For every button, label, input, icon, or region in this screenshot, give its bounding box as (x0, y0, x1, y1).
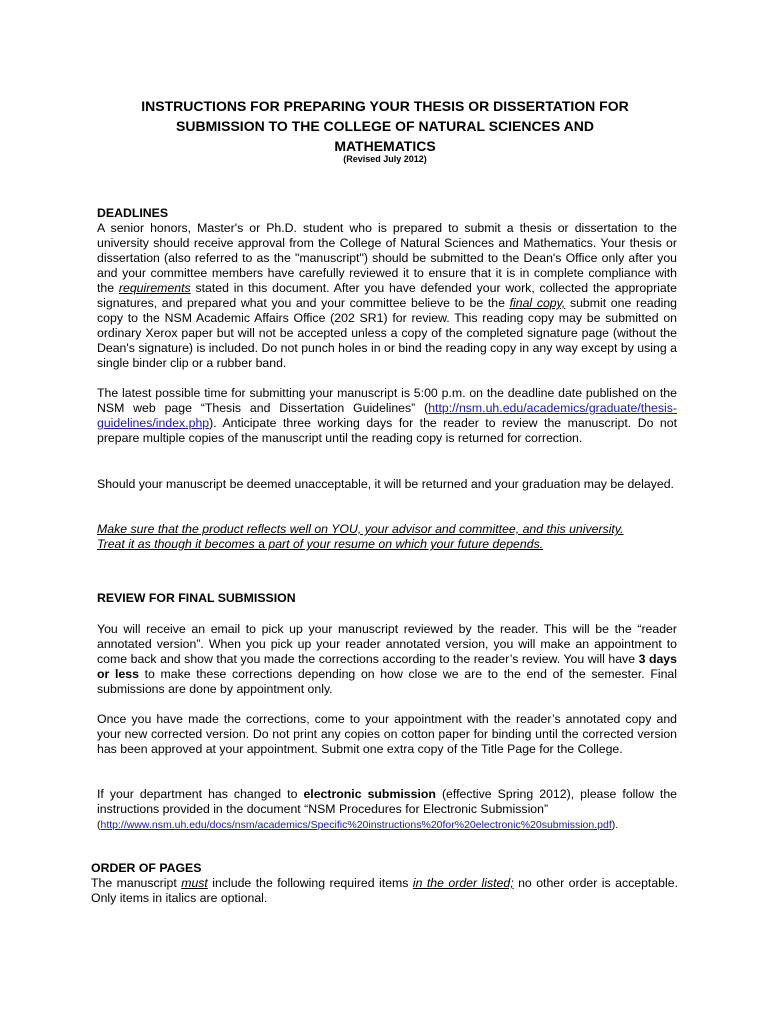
text-run: university. (569, 522, 624, 536)
order-paragraph (91, 876, 678, 906)
electronic-submission-link[interactable]: http://www.nsm.uh.edu/docs/nsm/academics/Specific%20instructions%20for%20electronic%20submission.pdf (100, 819, 612, 831)
thesis-guidelines-link[interactable]: http://nsm.uh.edu/academics/graduate/thesis-guidelines/index.php (97, 401, 677, 430)
title-line-3: MATHEMATICS (334, 138, 436, 154)
emphasis-line-1 (97, 522, 677, 537)
text-run: Make sure that the product reflects well on YOU, your advisor and committee, and this (97, 522, 570, 536)
final-copy-emphasis: final copy, (509, 296, 566, 310)
text-run: a (258, 537, 265, 551)
deadlines-section (97, 206, 677, 371)
text-run: A senior honors, Master's or Ph.D. student who is prepared to submit a thesis or dissertation to the university should receive approval from the College of Natural Sciences and Mathematics. Your thesis or dissertation (also referred to as the "manuscript") should be submitted to the Dean's Office only after you and your committee members have carefully reviewed it to ensure that it is in complete compliance with the (97, 221, 677, 295)
text-run: The manuscript (91, 876, 182, 890)
review-paragraph-3 (97, 787, 677, 833)
text-run: to make these corrections depending on how close we are to the end of the semester. Final submissions are done by appointment only. (97, 667, 677, 696)
text-run: part of your resume on which your future depends. (264, 537, 544, 551)
order-section (91, 861, 678, 906)
text-run: ). (611, 819, 619, 831)
revision-date: (Revised July 2012) (343, 154, 427, 164)
must-emphasis: must (181, 876, 208, 890)
title-line-1: INSTRUCTIONS FOR PREPARING YOUR THESIS OR DISSERTATION FOR (141, 98, 629, 114)
three-days-emphasis: 3 days or less (97, 652, 677, 681)
title-line-2: SUBMISSION TO THE COLLEGE OF NATURAL SCIENCES AND (176, 118, 594, 134)
text-run: ). Anticipate three working days for the reader to review the manuscript. Do not prepare multiple copies of the manuscript until the reading copy is returned for correction. (97, 416, 677, 445)
text-run: You will receive an email to pick up your manuscript reviewed by the reader. This will be the “reader annotated version”. When you pick up your reader annotated version, you will make an appointment to come back and show that you made the corrections according to the reader’s review. You will have (97, 622, 677, 666)
deadlines-paragraph-4 (97, 522, 677, 552)
text-run: include the following required items (207, 876, 413, 890)
order-listed-emphasis: in the order listed; (412, 876, 514, 890)
deadlines-paragraph-1 (97, 221, 677, 371)
review-paragraph-2: Once you have made the corrections, come to your appointment with the reader’s annotated copy and your new corrected version. Do not print any copies on cotton paper for binding until the corrected version has been approved at your appointment. Submit one extra copy of the Title Page for the College. (97, 712, 677, 756)
deadlines-heading: DEADLINES (97, 206, 169, 220)
text-run: If your department has changed to (97, 787, 304, 801)
text-run: ( (97, 819, 101, 831)
review-paragraph-1 (97, 622, 677, 697)
text-run: stated in this document. After you have defended your work, collected the appropriate signatures, and prepared what you and your committee believe to be the (97, 281, 677, 310)
emphasis-line-2 (97, 537, 677, 552)
electronic-submission-emphasis: electronic submission (303, 787, 436, 801)
text-run: submit one reading copy to the NSM Academic Affairs Office (202 SR1) for review. This reading copy may be submitted on ordinary Xerox paper but will not be accepted unless a copy of the completed signature page (without the Dean's signature) is included. Do not punch holes in or bind the reading copy in any way except by using a single binder clip or a rubber band. (97, 296, 677, 370)
deadlines-paragraph-3: Should your manuscript be deemed unacceptable, it will be returned and your graduation may be delayed. (97, 477, 674, 491)
text-run: (effective Spring 2012), please follow the instructions provided in the document “NSM Procedures for Electronic Submission” (97, 787, 677, 816)
text-run: no other order is acceptable. Only items in italics are optional. (91, 876, 679, 905)
order-heading: ORDER OF PAGES (91, 861, 202, 875)
requirements-emphasis: requirements (118, 281, 191, 295)
deadlines-paragraph-2 (97, 386, 677, 446)
text-run: The latest possible time for submitting your manuscript is 5:00 p.m. on the deadline date published on the NSM web page “Thesis and Dissertation Guidelines” ( (97, 386, 677, 415)
document-title (100, 96, 670, 156)
review-heading: REVIEW FOR FINAL SUBMISSION (97, 591, 296, 605)
text-run: Treat it as though it becomes (97, 537, 259, 551)
